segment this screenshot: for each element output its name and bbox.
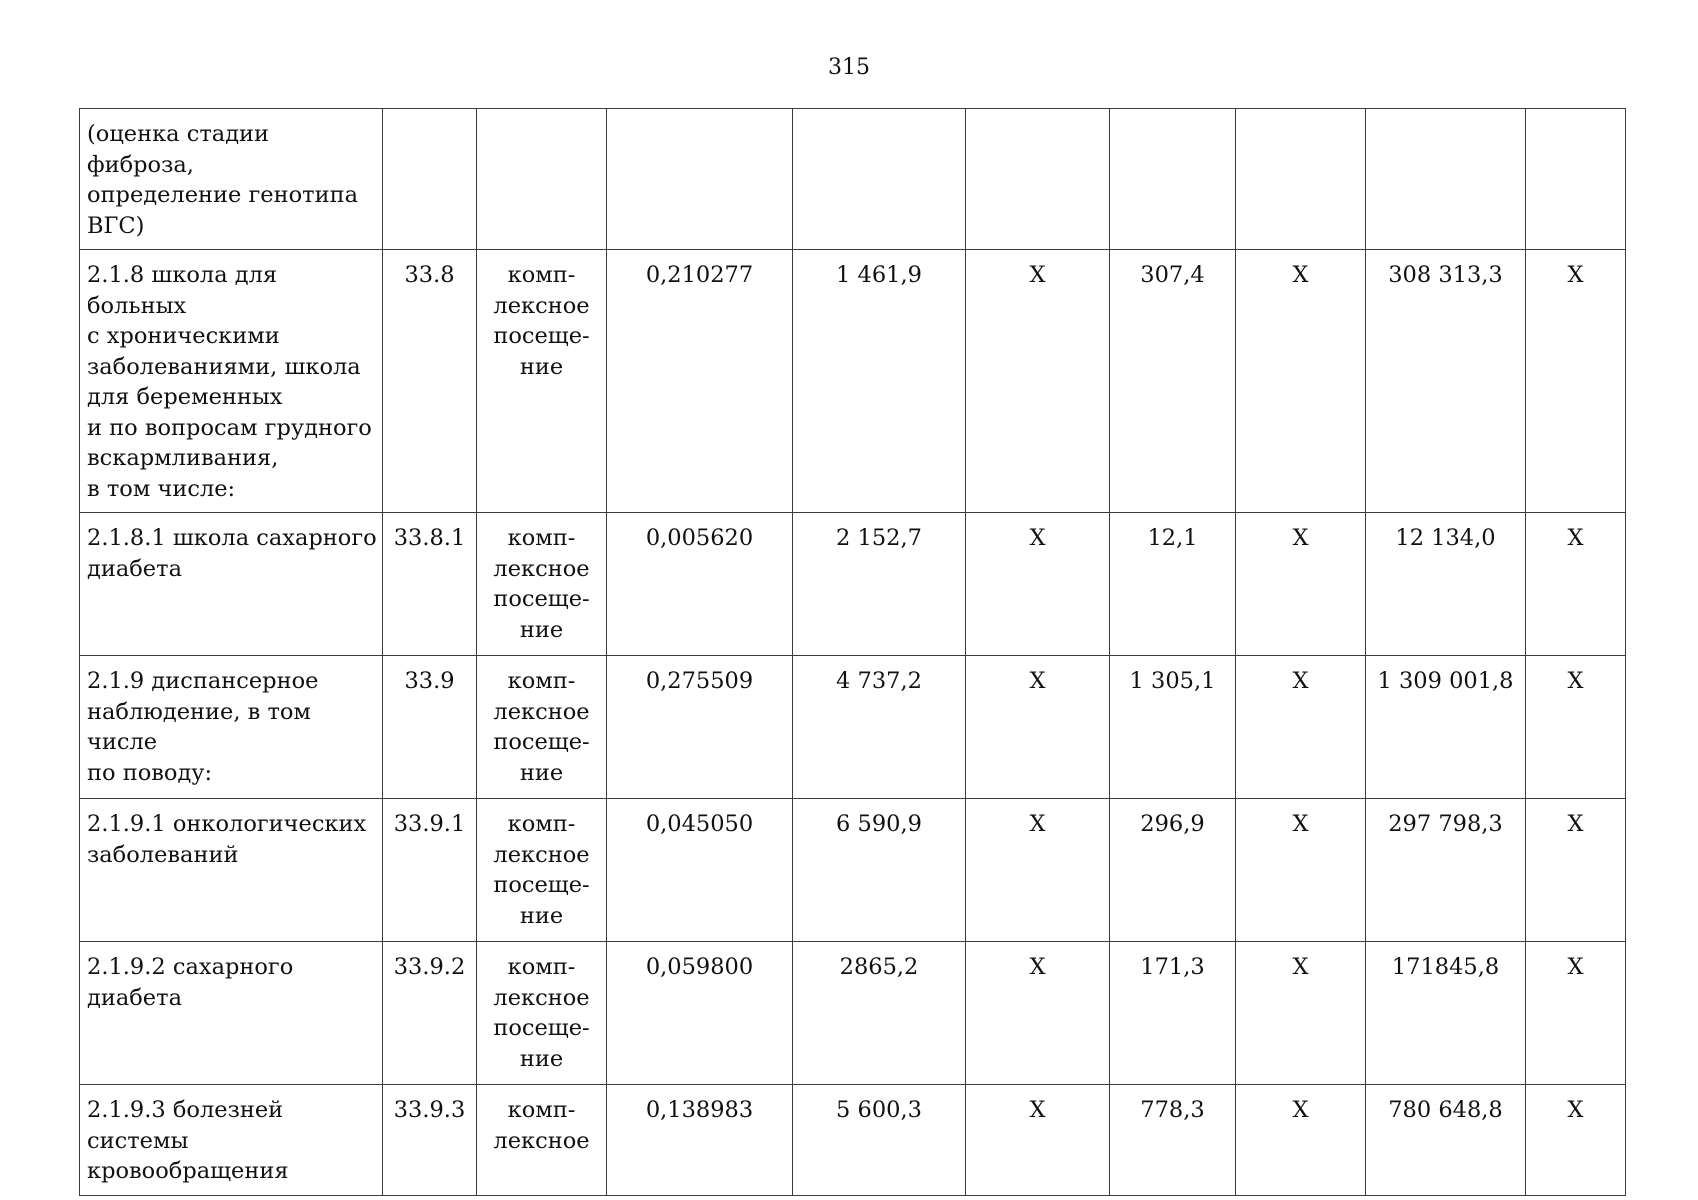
row-value-1: 0,045050: [607, 799, 793, 942]
table-row: [80, 513, 1626, 656]
row-value-3: X: [966, 1085, 1110, 1196]
table-row: [80, 942, 1626, 1085]
row-code: [383, 109, 477, 250]
row-value-2: 1 461,9: [793, 250, 966, 513]
row-code: 33.8.1: [383, 513, 477, 656]
row-value-7: X: [1526, 513, 1626, 656]
row-value-7: X: [1526, 1085, 1626, 1196]
row-name: 2.1.9.1 онкологических заболеваний: [80, 799, 383, 942]
row-name: 2.1.9 диспансерное наблюдение, в том числе по поводу:: [80, 656, 383, 799]
page-number: 315: [828, 55, 870, 80]
row-name: 2.1.8.1 школа сахарного диабета: [80, 513, 383, 656]
row-value-3: X: [966, 513, 1110, 656]
row-unit: комп- лексное посеще- ние: [477, 942, 607, 1085]
row-value-2: [793, 109, 966, 250]
row-value-4: 1 305,1: [1110, 656, 1236, 799]
row-unit: комп- лексное посеще- ние: [477, 250, 607, 513]
row-value-2: 4 737,2: [793, 656, 966, 799]
row-name: 2.1.8 школа для больных с хроническими заболеваниями, школа для беременных и по вопросам грудного вскармливания, в том числе:: [80, 250, 383, 513]
row-value-5: X: [1236, 656, 1366, 799]
row-value-1: [607, 109, 793, 250]
row-unit: комп- лексное посеще- ние: [477, 799, 607, 942]
table-row: [80, 799, 1626, 942]
row-name: 2.1.9.3 болезней системы кровообращения: [80, 1085, 383, 1196]
data-table: [79, 108, 1626, 1196]
row-unit: [477, 109, 607, 250]
row-code: 33.9.1: [383, 799, 477, 942]
row-value-2: 5 600,3: [793, 1085, 966, 1196]
row-value-6: 780 648,8: [1366, 1085, 1526, 1196]
row-value-5: [1236, 109, 1366, 250]
table-row: [80, 656, 1626, 799]
row-value-7: X: [1526, 250, 1626, 513]
row-value-2: 2865,2: [793, 942, 966, 1085]
row-value-6: 12 134,0: [1366, 513, 1526, 656]
row-value-1: 0,210277: [607, 250, 793, 513]
row-code: 33.8: [383, 250, 477, 513]
row-value-1: 0,059800: [607, 942, 793, 1085]
row-value-3: X: [966, 656, 1110, 799]
row-value-2: 6 590,9: [793, 799, 966, 942]
row-value-5: X: [1236, 942, 1366, 1085]
row-value-5: X: [1236, 250, 1366, 513]
table-row: [80, 250, 1626, 513]
row-value-3: X: [966, 942, 1110, 1085]
row-unit: комп- лексное посеще- ние: [477, 513, 607, 656]
row-value-3: X: [966, 250, 1110, 513]
row-value-7: X: [1526, 942, 1626, 1085]
row-value-1: 0,005620: [607, 513, 793, 656]
row-code: 33.9: [383, 656, 477, 799]
row-code: 33.9.3: [383, 1085, 477, 1196]
row-value-4: [1110, 109, 1236, 250]
row-value-6: 171845,8: [1366, 942, 1526, 1085]
row-value-6: [1366, 109, 1526, 250]
row-value-4: 296,9: [1110, 799, 1236, 942]
row-value-7: [1526, 109, 1626, 250]
row-name: 2.1.9.2 сахарного диабета: [80, 942, 383, 1085]
row-value-4: 778,3: [1110, 1085, 1236, 1196]
row-unit: комп- лексное посеще- ние: [477, 656, 607, 799]
row-name: (оценка стадии фиброза, определение генотипа ВГС): [80, 109, 383, 250]
row-value-6: 1 309 001,8: [1366, 656, 1526, 799]
row-value-5: X: [1236, 799, 1366, 942]
row-value-1: 0,275509: [607, 656, 793, 799]
row-value-7: X: [1526, 656, 1626, 799]
table-row: [80, 109, 1626, 250]
row-value-6: 297 798,3: [1366, 799, 1526, 942]
row-value-5: X: [1236, 513, 1366, 656]
table-row: [80, 1085, 1626, 1196]
row-code: 33.9.2: [383, 942, 477, 1085]
row-value-7: X: [1526, 799, 1626, 942]
row-unit: комп- лексное: [477, 1085, 607, 1196]
row-value-4: 171,3: [1110, 942, 1236, 1085]
row-value-5: X: [1236, 1085, 1366, 1196]
row-value-3: X: [966, 799, 1110, 942]
row-value-4: 12,1: [1110, 513, 1236, 656]
row-value-2: 2 152,7: [793, 513, 966, 656]
row-value-4: 307,4: [1110, 250, 1236, 513]
row-value-1: 0,138983: [607, 1085, 793, 1196]
row-value-3: [966, 109, 1110, 250]
row-value-6: 308 313,3: [1366, 250, 1526, 513]
